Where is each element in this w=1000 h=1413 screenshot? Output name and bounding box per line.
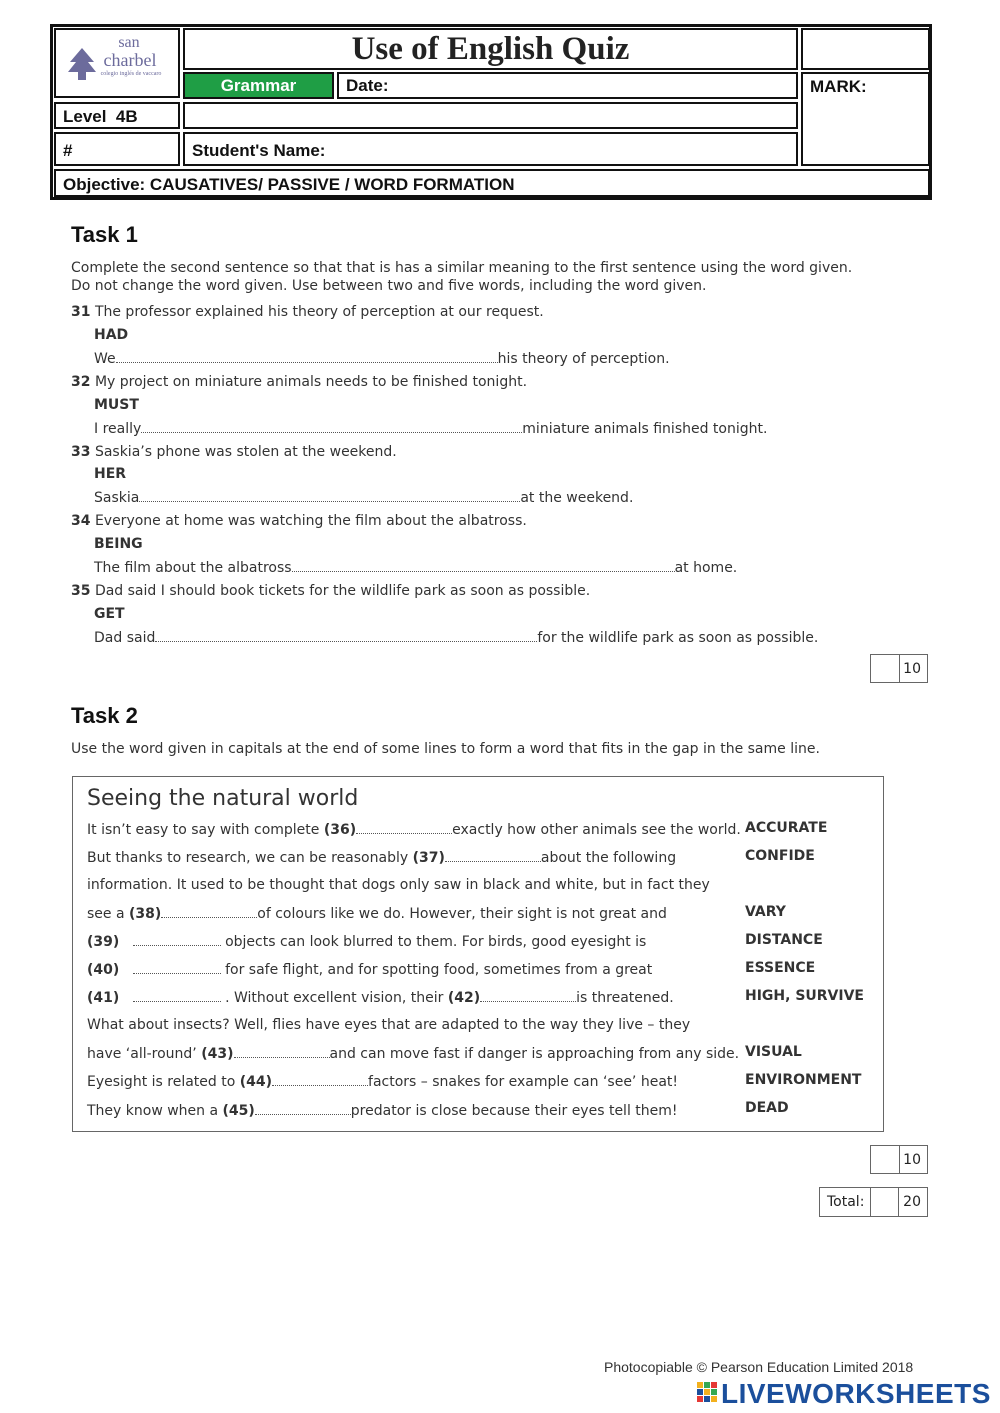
- answer-end: miniature animals finished tonight.: [522, 421, 768, 437]
- gap-number-37: (37): [412, 850, 445, 866]
- line-text: factors – snakes for example can ‘see’ heat!: [368, 1074, 678, 1090]
- objective-text: Objective: CAUSATIVES/ PASSIVE / WORD FORMATION: [63, 175, 515, 194]
- line-text: It isn’t easy to say with complete: [87, 822, 324, 838]
- gap-input-39[interactable]: [133, 932, 221, 946]
- gap-input-41[interactable]: [133, 988, 221, 1002]
- key-word: HAD: [94, 327, 129, 343]
- answer-start: Saskia: [94, 490, 140, 506]
- task1-instructions-2: Do not change the word given. Use between two and five words, including the word given.: [71, 278, 707, 294]
- question-sentence: Everyone at home was watching the film about the albatross.: [94, 513, 527, 529]
- question-number: 31: [71, 304, 91, 320]
- task1-instructions-1: Complete the second sentence so that that is has a similar meaning to the first sentence using the word given.: [71, 260, 853, 276]
- logo-cell: [54, 28, 180, 98]
- line-text: Eyesight is related to: [87, 1074, 240, 1090]
- answer-line-31: [94, 349, 670, 368]
- answer-line-33: [94, 488, 633, 507]
- number-cell[interactable]: [54, 132, 180, 166]
- gap-number-45: (45): [222, 1103, 255, 1119]
- task2-line-39: [87, 932, 646, 951]
- student-name-label: Student's Name:: [192, 141, 326, 160]
- logo-line1: san: [118, 34, 140, 51]
- line-text: of colours like we do. However, their sight is not great and: [257, 906, 667, 922]
- total-value: 20: [903, 1194, 921, 1210]
- line-text: . Without excellent vision, their: [220, 990, 448, 1006]
- gap-input-43[interactable]: [234, 1044, 330, 1058]
- liveworksheets-logo-icon: [697, 1382, 719, 1408]
- tree-icon: [66, 46, 98, 82]
- cap-word-39: DISTANCE: [745, 932, 823, 948]
- answer-line-32: [94, 419, 767, 438]
- gap-number-44: (44): [239, 1074, 273, 1090]
- task2-score-box: [870, 1145, 928, 1174]
- gap-input-42[interactable]: [480, 988, 576, 1002]
- answer-start: I really: [94, 421, 142, 437]
- gap-input-38[interactable]: [161, 904, 257, 918]
- line-text: exactly how other animals see the world.: [452, 822, 741, 838]
- task2-box-title: Seeing the natural world: [87, 786, 359, 811]
- line-text: They know when a: [87, 1103, 223, 1119]
- question-sentence: Dad said I should book tickets for the wildlife park as soon as possible.: [94, 583, 591, 599]
- gap-number-38: (38): [129, 906, 162, 922]
- gap-number-36: (36): [323, 822, 357, 838]
- cap-word-36: ACCURATE: [745, 820, 828, 836]
- task2-title: Task 2: [71, 703, 138, 728]
- logo-line2: charbel: [103, 50, 157, 70]
- question-32: [71, 373, 527, 391]
- task2-line-8: What about insects? Well, flies have eyes that are adapted to the way they live – they: [87, 1017, 691, 1033]
- gap-number-42: (42): [447, 990, 481, 1006]
- question-number: 35: [71, 583, 91, 599]
- question-sentence: The professor explained his theory of perception at our request.: [94, 304, 544, 320]
- line-text: and can move fast if danger is approaching from any side.: [329, 1046, 740, 1062]
- answer-end: at the weekend.: [520, 490, 634, 506]
- gap-number-40: (40): [87, 962, 120, 978]
- answer-start: Dad said: [94, 630, 156, 646]
- line-text: about the following: [540, 850, 677, 866]
- quiz-title: Use of English Quiz: [183, 28, 798, 70]
- task2-line-45: [87, 1101, 678, 1120]
- question-31: [71, 303, 544, 321]
- task2-instructions: Use the word given in capitals at the end of some lines to form a word that fits in the gap in the same line.: [71, 741, 820, 757]
- cap-word-41-42: HIGH, SURVIVE: [745, 988, 864, 1004]
- date-label: Date:: [346, 76, 389, 95]
- question-33: [71, 443, 397, 461]
- level-label: Level 4B: [63, 107, 138, 126]
- cap-word-38: VARY: [745, 904, 786, 920]
- task2-line-36: [87, 820, 741, 839]
- copyright-text: Photocopiable © Pearson Education Limited 2018: [604, 1359, 914, 1375]
- line-text: have ‘all-round’: [87, 1046, 202, 1062]
- gap-number-41: (41): [87, 990, 120, 1006]
- task2-line-43: [87, 1044, 739, 1063]
- question-number: 34: [71, 513, 91, 529]
- gap-input-37[interactable]: [445, 848, 541, 862]
- answer-end: at home.: [674, 560, 738, 576]
- mark-label: MARK:: [810, 77, 867, 96]
- grammar-badge: Grammar: [183, 72, 334, 99]
- line-text: see a: [87, 906, 129, 922]
- total-label: Total:: [827, 1194, 865, 1210]
- logo-subtitle: colegio inglés de vaccaro: [100, 71, 162, 77]
- answer-start: The film about the albatross: [94, 560, 292, 576]
- level-cell: [54, 102, 180, 129]
- question-number: 32: [71, 374, 91, 390]
- task1-score: 10: [903, 661, 921, 677]
- cap-word-45: DEAD: [745, 1100, 789, 1116]
- cap-word-37: CONFIDE: [745, 848, 815, 864]
- task1-score-box: [870, 654, 928, 683]
- task1-title: Task 1: [71, 222, 138, 247]
- cap-word-40: ESSENCE: [745, 960, 816, 976]
- task2-line-3: information. It used to be thought that dogs only saw in black and white, but in fact they: [87, 877, 710, 893]
- gap-input-40[interactable]: [133, 960, 221, 974]
- gap-number-43: (43): [201, 1046, 234, 1062]
- hash-label: #: [63, 141, 73, 160]
- gap-number-39: (39): [87, 934, 120, 950]
- blank-row-cell: [183, 102, 798, 129]
- question-number: 33: [71, 444, 91, 460]
- key-word: GET: [94, 606, 125, 622]
- student-name-field[interactable]: [183, 132, 798, 166]
- gap-input-45[interactable]: [255, 1101, 351, 1115]
- question-34: [71, 512, 527, 530]
- line-text: for safe flight, and for spotting food, sometimes from a great: [220, 962, 653, 978]
- answer-input-32[interactable]: [141, 419, 522, 433]
- brand-text: LIVEWORKSHEETS: [721, 1378, 991, 1409]
- line-text: predator is close because their eyes tell them!: [350, 1103, 678, 1119]
- task2-line-37: [87, 848, 676, 867]
- task2-score: 10: [903, 1152, 921, 1168]
- answer-start: We: [94, 351, 116, 367]
- task2-line-41: [87, 988, 674, 1007]
- answer-input-33[interactable]: [139, 488, 520, 502]
- key-word: HER: [94, 466, 127, 482]
- line-text: is threatened.: [576, 990, 674, 1006]
- school-logo: [64, 36, 174, 78]
- key-word: BEING: [94, 536, 143, 552]
- objective-cell: [54, 169, 930, 197]
- answer-line-34: [94, 558, 737, 577]
- cap-word-44: ENVIRONMENT: [745, 1072, 862, 1088]
- question-35: [71, 582, 590, 600]
- question-sentence: My project on miniature animals needs to be finished tonight.: [94, 374, 528, 390]
- mark-cell: [801, 72, 930, 166]
- task2-line-40: [87, 960, 652, 979]
- task2-line-44: [87, 1072, 678, 1091]
- key-word: MUST: [94, 397, 139, 413]
- line-text: objects can look blurred to them. For birds, good eyesight is: [220, 934, 647, 950]
- total-score-box: [819, 1187, 928, 1217]
- answer-input-35[interactable]: [155, 628, 537, 642]
- gap-input-36[interactable]: [356, 820, 452, 834]
- line-text: But thanks to research, we can be reasonably: [87, 850, 413, 866]
- answer-end: his theory of perception.: [497, 351, 670, 367]
- mark-top-cell: [801, 28, 930, 70]
- answer-input-31[interactable]: [116, 349, 498, 363]
- answer-end: for the wildlife park as soon as possible.: [537, 630, 819, 646]
- gap-input-44[interactable]: [272, 1072, 368, 1086]
- date-field[interactable]: [337, 72, 798, 99]
- answer-input-34[interactable]: [292, 558, 675, 572]
- task2-line-38: [87, 904, 667, 923]
- cap-word-43: VISUAL: [745, 1044, 802, 1060]
- answer-line-35: [94, 628, 818, 647]
- question-sentence: Saskia’s phone was stolen at the weekend.: [94, 444, 397, 460]
